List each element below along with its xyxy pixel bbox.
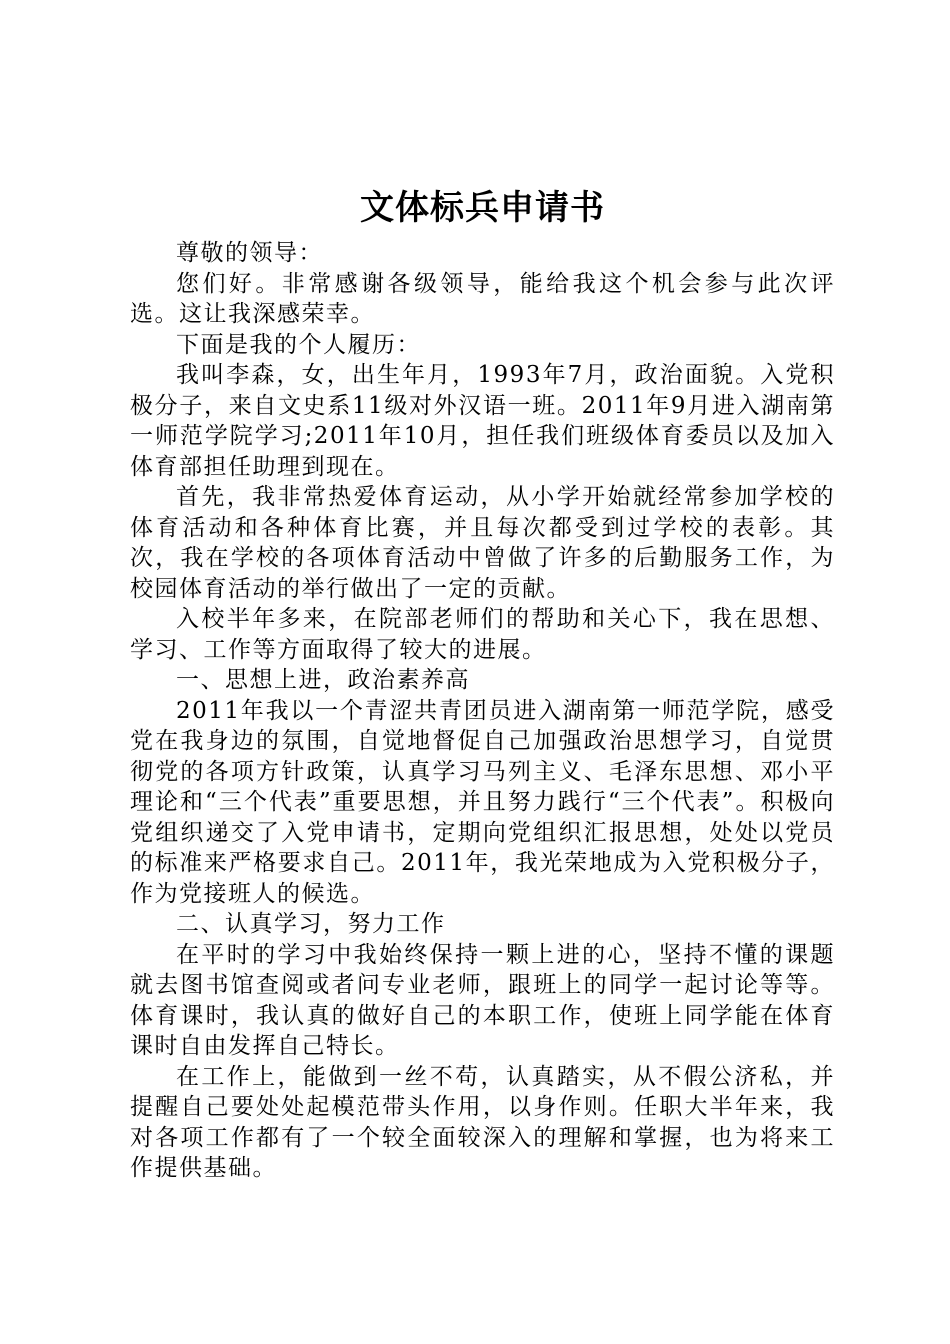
document-page bbox=[130, 180, 835, 1184]
paragraph-progress: 入校半年多来，在院部老师们的帮助和关心下，我在思想、学习、工作等方面取得了较大的进展。 bbox=[130, 606, 835, 663]
paragraph-study: 在平时的学习中我始终保持一颗上进的心，坚持不懂的课题就去图书馆查阅或者问专业老师，跟班上的同学一起讨论等等。体育课时，我认真的做好自己的本职工作，使班上同学能在体育课时自由发挥自己特长。 bbox=[130, 941, 835, 1059]
paragraph-resume-intro: 下面是我的个人履历： bbox=[176, 331, 421, 358]
document-title: 文体标兵申请书 bbox=[360, 188, 605, 228]
paragraph-political: 2011年我以一个青涩共青团员进入湖南第一师范学院，感受党在我身边的氛围，自觉地督促自己加强政治思想学习，自觉贯彻党的各项方针政策，认真学习马列主义、毛泽东思想、邓小平理论和“三个代表”重要思想，并且努力践行“三个代表”。积极向党组织递交了入党申请书，定期向党组织汇报思想，处处以党员的标准来严格要求自己。2011年，我光荣地成为入党积极分子，作为党接班人的候选。 bbox=[130, 697, 835, 907]
salutation: 尊敬的领导： bbox=[176, 240, 323, 266]
paragraph-personal-info: 我叫李森，女，出生年月，1993年7月，政治面貌。入党积极分子，来自文史系11级对外汉语一班。2011年9月进入湖南第一师范学院学习;2011年10月，担任我们班级体育委员以及加入体育部担任助理到现在。 bbox=[130, 362, 835, 480]
section-heading-2: 二、认真学习，努力工作 bbox=[176, 911, 446, 937]
section-heading-1: 一、思想上进，政治素养高 bbox=[176, 667, 470, 693]
paragraph-sports-passion: 首先，我非常热爱体育运动，从小学开始就经常参加学校的体育活动和各种体育比赛，并且每次都受到过学校的表彰。其次，我在学校的各项体育活动中曾做了许多的后勤服务工作，为校园体育活动的举行做出了一定的贡献。 bbox=[130, 484, 835, 602]
paragraph-work: 在工作上，能做到一丝不苟，认真踏实，从不假公济私，并提醒自己要处处起模范带头作用，以身作则。任职大半年来，我对各项工作都有了一个较全面较深入的理解和掌握，也为将来工作提供基础。 bbox=[130, 1063, 835, 1181]
paragraph-greeting: 您们好。非常感谢各级领导，能给我这个机会参与此次评选。这让我深感荣幸。 bbox=[130, 270, 835, 327]
